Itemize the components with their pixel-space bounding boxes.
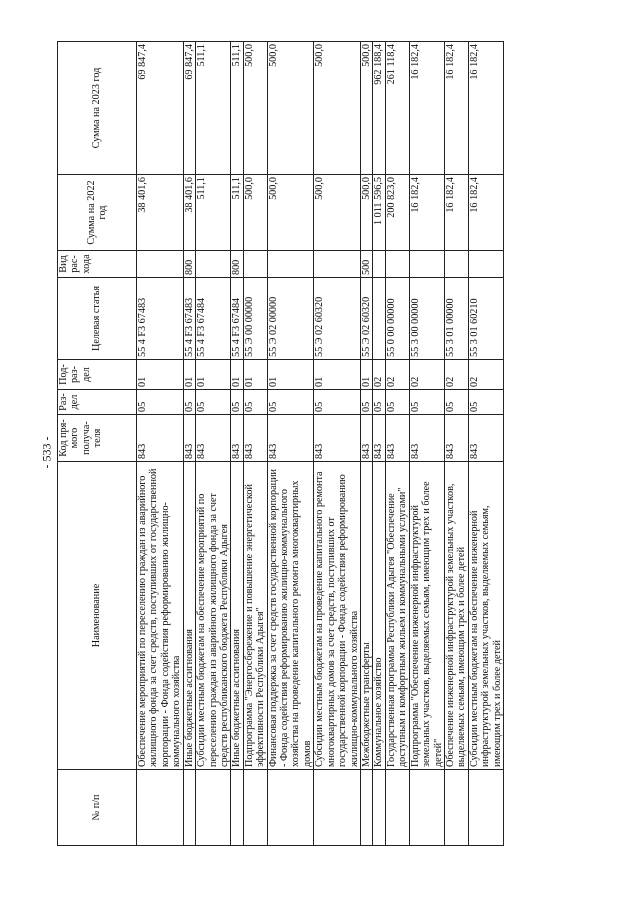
header-razdel: Раз- дел <box>58 390 137 415</box>
sum-2022-cell: 38 401,6 <box>137 175 184 251</box>
article-cell: 55 4 F3 67483 <box>137 278 184 360</box>
podrazdel-cell: 01 <box>243 360 267 390</box>
razdel-cell: 05 <box>137 390 184 415</box>
article-cell: 55 0 00 00000 <box>385 278 409 360</box>
sum-2023-cell: 500,0 <box>314 42 361 175</box>
code-cell: 843 <box>409 415 444 462</box>
sum-2022-cell: 500,0 <box>361 175 373 251</box>
table-row <box>468 42 503 846</box>
sum-2022-cell: 16 182,4 <box>409 175 444 251</box>
razdel-cell: 05 <box>385 390 409 415</box>
code-cell: 843 <box>183 415 195 462</box>
sum-2023-cell: 500,0 <box>267 42 314 175</box>
article-cell: 55 3 01 00000 <box>444 278 468 360</box>
podrazdel-cell: 01 <box>267 360 314 390</box>
code-cell: 843 <box>468 415 503 462</box>
num-cell <box>314 770 361 846</box>
podrazdel-cell: 01 <box>361 360 373 390</box>
table-row <box>409 42 444 846</box>
header-code: Код пря- мого получа- теля <box>58 415 137 462</box>
table-row <box>243 42 267 846</box>
article-cell: 55 Э 02 60320 <box>314 278 361 360</box>
table-body <box>137 42 504 846</box>
page-number <box>34 0 59 905</box>
razdel-cell: 05 <box>314 390 361 415</box>
name-cell: Обеспечение мероприятий по переселению граждан из аварийного жилищного фонда за счет средств, поступивших от государственной корпорации - Фонда содействия реформированию жилищно-коммунального хозяйства <box>137 462 184 770</box>
header-name: Наименование <box>58 462 137 770</box>
podrazdel-cell: 01 <box>196 360 231 390</box>
num-cell <box>196 770 231 846</box>
num-cell <box>231 770 243 846</box>
code-cell: 843 <box>373 415 385 462</box>
table-row <box>361 42 373 846</box>
code-cell: 843 <box>314 415 361 462</box>
razdel-cell: 05 <box>373 390 385 415</box>
podrazdel-cell: 02 <box>373 360 385 390</box>
razdel-cell: 05 <box>196 390 231 415</box>
sum-2023-cell: 16 182,4 <box>409 42 444 175</box>
podrazdel-cell: 01 <box>231 360 243 390</box>
num-cell <box>137 770 184 846</box>
vid-cell <box>314 251 361 278</box>
table-row <box>444 42 468 846</box>
article-cell: 55 4 F3 67483 <box>183 278 195 360</box>
sum-2022-cell: 1 011 596,5 <box>373 175 385 251</box>
code-cell: 843 <box>137 415 184 462</box>
vid-cell <box>409 251 444 278</box>
sum-2023-cell: 69 847,4 <box>183 42 195 175</box>
article-cell: 55 Э 02 60320 <box>361 278 373 360</box>
razdel-cell: 05 <box>243 390 267 415</box>
sum-2023-cell: 16 182,4 <box>468 42 503 175</box>
name-cell: Коммунальное хозяйство <box>373 462 385 770</box>
vid-cell <box>243 251 267 278</box>
article-cell: 55 3 00 00000 <box>409 278 444 360</box>
sum-2023-cell: 500,0 <box>243 42 267 175</box>
article-cell: 55 4 F3 67484 <box>231 278 243 360</box>
table-row <box>267 42 314 846</box>
razdel-cell: 05 <box>361 390 373 415</box>
sum-2023-cell: 500,0 <box>361 42 373 175</box>
name-cell: Субсидии местным бюджетам на обеспечение инженерной инфраструктурой земельных участков, выделяемых семьям, имеющим трех и более детей <box>468 462 503 770</box>
name-cell: Субсидии местным бюджетам на обеспечение мероприятий по переселению граждан из аварийного жилищного фонда за счет средств республиканского бюджета Республики Адыгея <box>196 462 231 770</box>
name-cell: Иные бюджетные ассигнования <box>231 462 243 770</box>
num-cell <box>183 770 195 846</box>
vid-cell <box>373 251 385 278</box>
code-cell: 843 <box>243 415 267 462</box>
num-cell <box>385 770 409 846</box>
podrazdel-cell: 02 <box>468 360 503 390</box>
name-cell: Субсидии местным бюджетам на проведение капитального ремонта многоквартирных домов за счет средств, поступивших от государственной корпорации - Фонда содействия реформированию жилищно-коммунального хозяйства <box>314 462 361 770</box>
sum-2022-cell: 38 401,6 <box>183 175 195 251</box>
table-header-row <box>58 42 137 846</box>
razdel-cell: 05 <box>468 390 503 415</box>
code-cell: 843 <box>444 415 468 462</box>
vid-cell: 500 <box>361 251 373 278</box>
podrazdel-cell: 02 <box>385 360 409 390</box>
header-sum-2023: Сумма на 2023 год <box>58 42 137 175</box>
podrazdel-cell: 01 <box>137 360 184 390</box>
vid-cell: 800 <box>231 251 243 278</box>
code-cell: 843 <box>196 415 231 462</box>
table-row <box>137 42 184 846</box>
sum-2022-cell: 511,1 <box>196 175 231 251</box>
vid-cell <box>444 251 468 278</box>
sum-2023-cell: 962 188,4 <box>373 42 385 175</box>
code-cell: 843 <box>385 415 409 462</box>
header-num: № п/п <box>58 770 137 846</box>
num-cell <box>373 770 385 846</box>
article-cell: 55 Э 02 00000 <box>267 278 314 360</box>
razdel-cell: 05 <box>444 390 468 415</box>
code-cell: 843 <box>267 415 314 462</box>
vid-cell <box>468 251 503 278</box>
name-cell: Подпрограмма "Обеспечение инженерной инфраструктурой земельных участков, выделяемых семьям, имеющим трех и более детей" <box>409 462 444 770</box>
podrazdel-cell: 02 <box>444 360 468 390</box>
vid-cell: 800 <box>183 251 195 278</box>
razdel-cell: 05 <box>409 390 444 415</box>
podrazdel-cell: 01 <box>314 360 361 390</box>
article-cell: 55 Э 00 00000 <box>243 278 267 360</box>
name-cell: Обеспечение инженерной инфраструктурой земельных участков, выделяемых семьям, имеющим трех и более детей <box>444 462 468 770</box>
sum-2022-cell: 16 182,4 <box>444 175 468 251</box>
name-cell: Государственная программа Республики Адыгея "Обеспечение доступным и комфортным жильем и коммунальными услугами" <box>385 462 409 770</box>
table-row <box>373 42 385 846</box>
article-cell: 55 4 F3 67484 <box>196 278 231 360</box>
sum-2023-cell: 261 118,4 <box>385 42 409 175</box>
vid-cell <box>267 251 314 278</box>
podrazdel-cell: 01 <box>183 360 195 390</box>
razdel-cell: 05 <box>183 390 195 415</box>
header-vid: Вид рас- хода <box>58 251 137 278</box>
podrazdel-cell: 02 <box>409 360 444 390</box>
num-cell <box>243 770 267 846</box>
sum-2023-cell: 511,1 <box>231 42 243 175</box>
table-row <box>385 42 409 846</box>
sum-2022-cell: 16 182,4 <box>468 175 503 251</box>
sum-2023-cell: 511,1 <box>196 42 231 175</box>
razdel-cell: 05 <box>267 390 314 415</box>
sum-2023-cell: 16 182,4 <box>444 42 468 175</box>
num-cell <box>468 770 503 846</box>
sum-2022-cell: 200 823,0 <box>385 175 409 251</box>
code-cell: 843 <box>361 415 373 462</box>
table-row <box>314 42 361 846</box>
sum-2022-cell: 500,0 <box>243 175 267 251</box>
budget-table-rotated <box>57 42 571 846</box>
table-row <box>196 42 231 846</box>
table-row <box>231 42 243 846</box>
vid-cell <box>137 251 184 278</box>
page-number-text: - 533 - <box>39 436 53 469</box>
sum-2022-cell: 511,1 <box>231 175 243 251</box>
table-row <box>183 42 195 846</box>
sum-2023-cell: 69 847,4 <box>137 42 184 175</box>
num-cell <box>409 770 444 846</box>
vid-cell <box>385 251 409 278</box>
name-cell: Межбюджетные трансферты <box>361 462 373 770</box>
article-cell <box>373 278 385 360</box>
num-cell <box>267 770 314 846</box>
num-cell <box>361 770 373 846</box>
razdel-cell: 05 <box>231 390 243 415</box>
name-cell: Иные бюджетные ассигнования <box>183 462 195 770</box>
sum-2022-cell: 500,0 <box>267 175 314 251</box>
sum-2022-cell: 500,0 <box>314 175 361 251</box>
vid-cell <box>196 251 231 278</box>
article-cell: 55 3 01 60210 <box>468 278 503 360</box>
header-article: Целевая статья <box>58 278 137 360</box>
budget-table <box>57 41 504 846</box>
name-cell: Финансовая поддержка за счет средств государственной корпорации - Фонда содействия реформированию жилищно-коммунального хозяйства на проведение капитального ремонта многоквартирных домов <box>267 462 314 770</box>
header-sum-2022: Сумма на 2022 год <box>58 175 137 251</box>
name-cell: Подпрограмма "Энергосбережение и повышение энергетической эффективности Республики Адыгея" <box>243 462 267 770</box>
num-cell <box>444 770 468 846</box>
code-cell: 843 <box>231 415 243 462</box>
header-podrazdel: Под- раз- дел <box>58 360 137 390</box>
